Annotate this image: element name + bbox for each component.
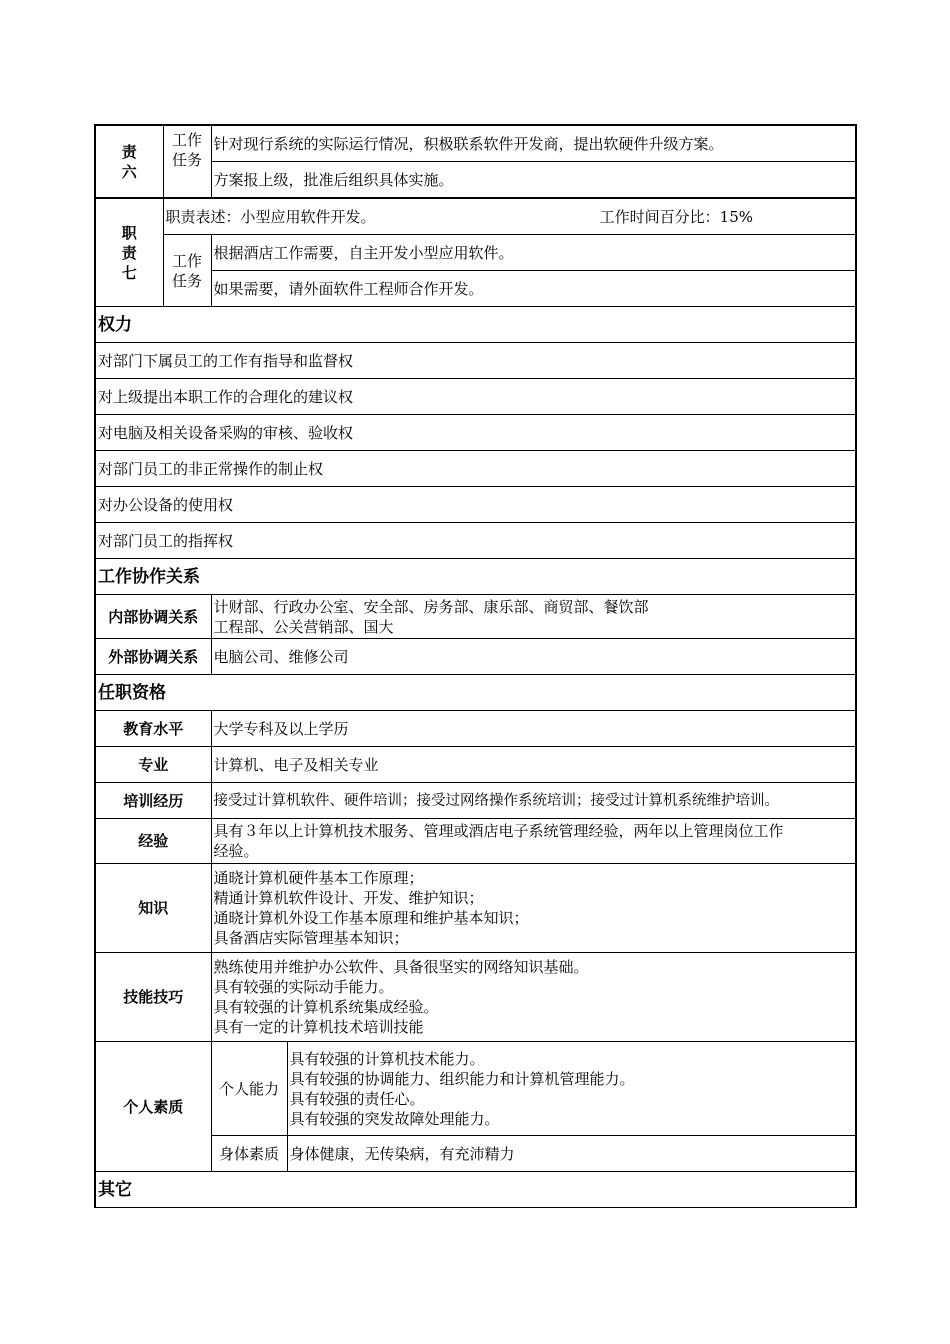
duty7-row-1 [95, 235, 856, 271]
cooperation-header-row [95, 559, 856, 595]
internal-cooperation-label: 内部协调关系 [95, 595, 211, 639]
duty6-task-1: 针对现行系统的实际运行情况，积极联系软件开发商，提出软硬件升级方案。 [211, 125, 856, 162]
duty7-label: 职 责 七 [95, 198, 163, 307]
duty7-task-2: 如果需要，请外面软件工程师合作开发。 [211, 271, 856, 307]
job-description-table [94, 124, 857, 1208]
qualifications-title: 任职资格 [95, 675, 856, 711]
physical-value: 身体健康，无传染病，有充沛精力 [287, 1136, 856, 1172]
authority-header-row [95, 307, 856, 343]
external-cooperation-value: 电脑公司、维修公司 [211, 639, 856, 675]
authority-item-1: 对部门下属员工的工作有指导和监督权 [95, 343, 856, 379]
other-header-row [95, 1172, 856, 1208]
knowledge-row [95, 864, 856, 953]
ability-label: 个人能力 [211, 1042, 287, 1136]
skills-row [95, 953, 856, 1042]
duty6-task-label: 工作 任务 [163, 125, 211, 198]
duty7-time-percent: 工作时间百分比：15% [599, 207, 753, 226]
training-value: 接受过计算机软件、硬件培训；接受过网络操作系统培训；接受过计算机系统维护培训。 [211, 783, 856, 819]
internal-cooperation-value: 计财部、行政办公室、安全部、房务部、康乐部、商贸部、餐饮部 工程部、公关营销部、国大 [211, 595, 856, 639]
major-row [95, 747, 856, 783]
duty7-task-1: 根据酒店工作需要，自主开发小型应用软件。 [211, 235, 856, 271]
education-row [95, 711, 856, 747]
major-value: 计算机、电子及相关专业 [211, 747, 856, 783]
authority-title: 权力 [95, 307, 856, 343]
duty6-row-1 [95, 125, 856, 162]
experience-label: 经验 [95, 819, 211, 864]
experience-row [95, 819, 856, 864]
knowledge-value: 通晓计算机硬件基本工作原理； 精通计算机软件设计、开发、维护知识； 通晓计算机外设工作基本原理和维护基本知识； 具备酒店实际管理基本知识； [211, 864, 856, 953]
cooperation-title: 工作协作关系 [95, 559, 856, 595]
major-label: 专业 [95, 747, 211, 783]
duty7-task-label: 工作 任务 [163, 235, 211, 307]
authority-item [95, 379, 856, 415]
duty6-task-2: 方案报上级，批准后组织具体实施。 [211, 162, 856, 199]
duty7-statement [163, 198, 856, 235]
skills-label: 技能技巧 [95, 953, 211, 1042]
personal-quality-label: 个人素质 [95, 1042, 211, 1172]
external-cooperation-row [95, 639, 856, 675]
physical-label: 身体素质 [211, 1136, 287, 1172]
authority-item [95, 487, 856, 523]
personal-ability-row [95, 1042, 856, 1136]
authority-item-5: 对办公设备的使用权 [95, 487, 856, 523]
duty7-statement-row [95, 198, 856, 235]
training-row [95, 783, 856, 819]
authority-item [95, 343, 856, 379]
duty6-label: 责 六 [95, 125, 163, 198]
training-label: 培训经历 [95, 783, 211, 819]
experience-value: 具有３年以上计算机技术服务、管理或酒店电子系统管理经验，两年以上管理岗位工作 经验。 [211, 819, 856, 864]
authority-item-2: 对上级提出本职工作的合理化的建议权 [95, 379, 856, 415]
education-value: 大学专科及以上学历 [211, 711, 856, 747]
qualifications-header-row [95, 675, 856, 711]
authority-item [95, 415, 856, 451]
ability-value: 具有较强的计算机技术能力。 具有较强的协调能力、组织能力和计算机管理能力。 具有较强的责任心。 具有较强的突发故障处理能力。 [287, 1042, 856, 1136]
authority-item-4: 对部门员工的非正常操作的制止权 [95, 451, 856, 487]
other-title: 其它 [95, 1172, 856, 1208]
external-cooperation-label: 外部协调关系 [95, 639, 211, 675]
education-label: 教育水平 [95, 711, 211, 747]
authority-item [95, 523, 856, 559]
knowledge-label: 知识 [95, 864, 211, 953]
internal-cooperation-row [95, 595, 856, 639]
authority-item-3: 对电脑及相关设备采购的审核、验收权 [95, 415, 856, 451]
authority-item [95, 451, 856, 487]
skills-value: 熟练使用并维护办公软件、具备很坚实的网络知识基础。 具有较强的实际动手能力。 具有较强的计算机系统集成经验。 具有一定的计算机技术培训技能 [211, 953, 856, 1042]
authority-item-6: 对部门员工的指挥权 [95, 523, 856, 559]
duty7-statement-text: 职责表述：小型应用软件开发。 [165, 207, 376, 226]
